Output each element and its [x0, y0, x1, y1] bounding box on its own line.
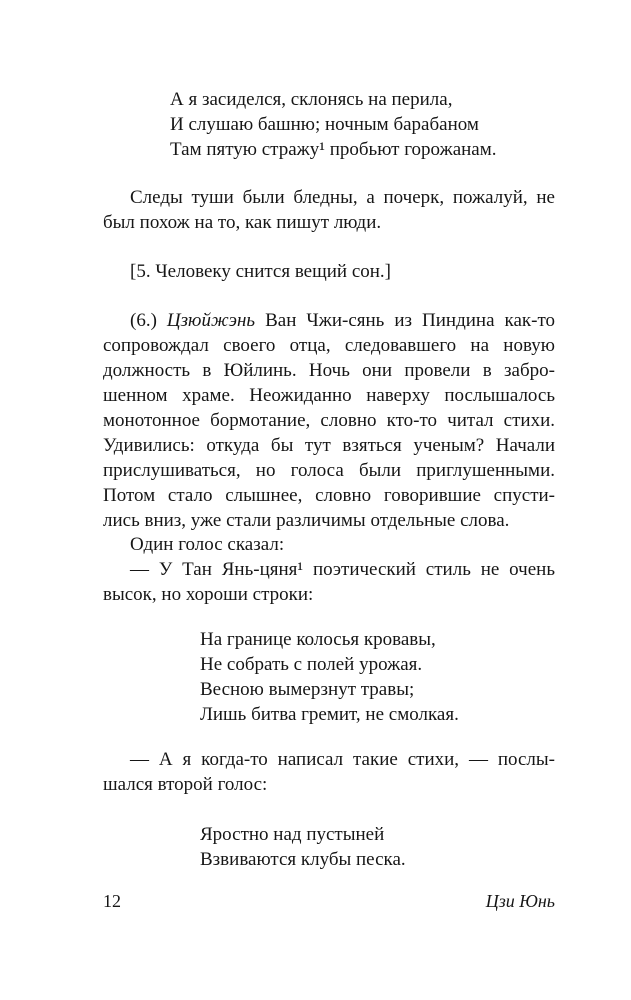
text-line: Лишь битва гремит, не смолкая. [200, 704, 459, 726]
text-line: — У Тан Янь-цяня¹ поэтический стиль не очень [130, 559, 555, 581]
text-line: должность в Юйлинь. Ночь они провели в забро- [103, 360, 555, 381]
text-line: — А я когда-то написал такие стихи, — послы- [130, 749, 555, 771]
paragraph-body-lines [103, 333, 555, 533]
verse-block-1 [170, 87, 555, 162]
text-line: И слушаю башню; ночным барабаном [170, 114, 479, 135]
text-line: Потом стало слышнее, словно говорившие спусти- [103, 485, 555, 506]
first-line-rest: Ван Чжи-сянь из Пиндина как-то [255, 310, 556, 331]
paragraph-ink-traces [103, 185, 555, 235]
text-line: Весною вымерзнут травы; [200, 679, 415, 701]
text-line: Не собрать с полей урожая. [200, 654, 423, 676]
verse-block-2 [200, 627, 555, 727]
text-line: прислушиваться, но голоса были приглушенными. [103, 460, 555, 481]
text-line: А я засиделся, склонясь на перила, [170, 89, 453, 110]
page-footer [103, 889, 555, 914]
page-number: 12 [103, 891, 121, 911]
dialogue-first-voice [103, 557, 555, 607]
text-line: На границе колосья кровавы, [200, 629, 436, 651]
text-line: шался второй голос: [103, 774, 268, 796]
text-line: монотонное бормотание, словно кто-то читал стихи. [103, 410, 555, 431]
running-title: Цзи Юнь [485, 891, 555, 911]
speech-intro-line: Один голос сказал: [130, 534, 285, 555]
text-line: был похож на то, как пишут люди. [103, 212, 382, 233]
text-line: высок, но хороши строки: [103, 584, 314, 606]
text-line: Там пятую стражу¹ пробьют горожанам. [170, 139, 497, 160]
text-line: Яростно над пустыней [200, 824, 385, 846]
term-juren: Цзюйжэнь [166, 310, 256, 331]
text-line: шенном храме. Неожиданно наверху послышалось [103, 385, 555, 406]
text-line: сопровождал своего отца, следовавшего на новую [103, 335, 555, 356]
paragraph-first-line [103, 308, 555, 333]
entry-number: (6.) [130, 310, 167, 331]
section-note: [5. Человеку снится вещий сон.] [130, 261, 392, 282]
text-block [103, 87, 555, 872]
paragraph-story-6 [103, 308, 555, 533]
verse-block-3 [200, 822, 555, 872]
text-line: Следы туши были бледны, а почерк, пожалуй, не [130, 187, 555, 208]
story-block [103, 308, 555, 607]
text-line: Взвиваются клубы песка. [200, 849, 406, 871]
dialogue-second-voice [103, 747, 555, 797]
text-line: Удивились: откуда бы тут взяться ученым? Начали [103, 435, 555, 456]
text-line: лись вниз, уже стали различимы отдельные слова. [103, 510, 510, 531]
